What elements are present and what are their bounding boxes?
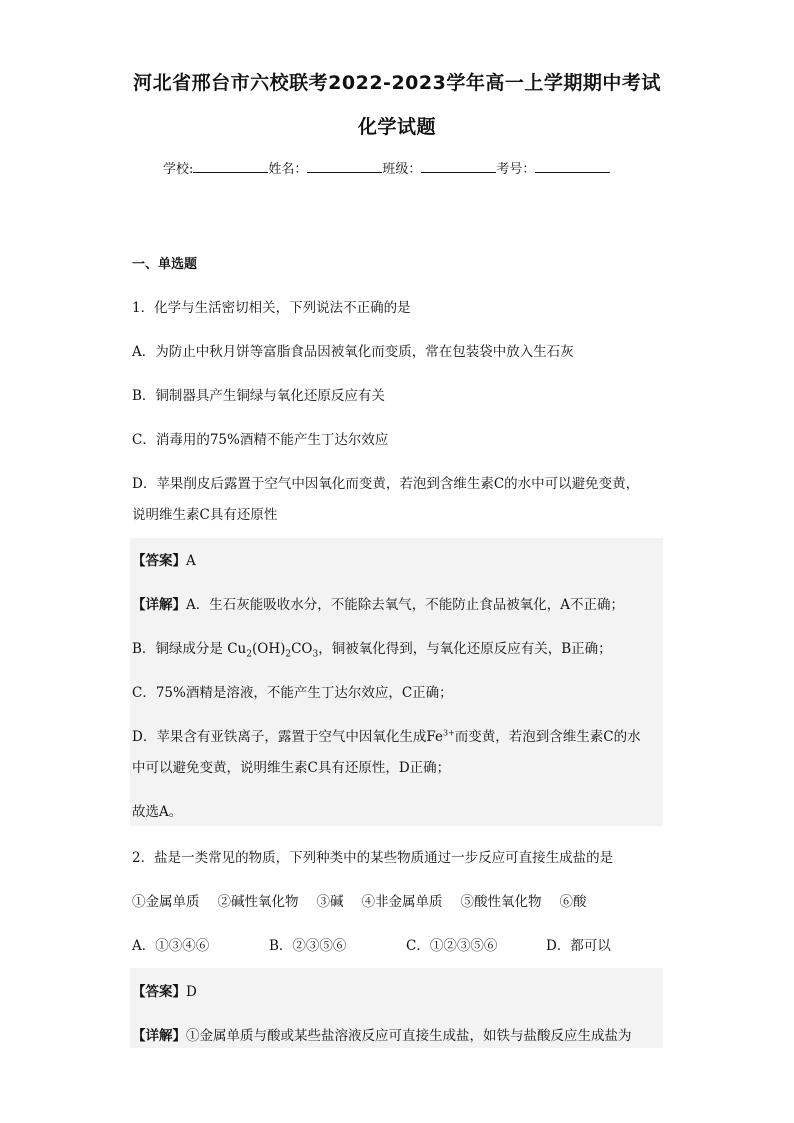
q2-stem: 2．盐是一类常见的物质，下列种类中的某些物质通过一步反应可直接生成盐的是 [132,850,614,866]
q1-answer-tag: 【答案】 [132,553,186,569]
id-blank [535,160,610,173]
q1-stem: 1．化学与生活密切相关，下列说法不正确的是 [132,300,411,316]
q1-detail-d-rest: 而变黄，若泡到含维生素C的水 [454,729,641,745]
student-info-line [163,158,610,177]
q2-item-6: ⑥酸 [559,894,587,910]
q1-answer [132,549,196,569]
q1-detail-a-text: A．生石灰能吸收水分，不能除去氧气，不能防止食品被氧化，A不正确； [186,597,624,613]
q1-option-b: B．铜制器具产生铜绿与氧化还原反应有关 [132,388,385,404]
q1-option-d-cont: 说明维生素C具有还原性 [132,507,278,523]
section-heading: 一、单选题 [132,257,198,272]
q2-items [132,890,587,910]
q2-option-d: D．都可以 [546,938,611,954]
q2-options [132,934,611,954]
exam-subtitle: 化学试题 [357,116,436,138]
q2-item-1: ①金属单质 [132,894,200,910]
q2-detail-tag: 【详解】 [132,1028,186,1044]
q2-answer-tag: 【答案】 [132,984,186,1000]
q1-answer-value: A [186,553,196,569]
q2-option-c: C．①②③⑤⑥ [406,938,498,954]
name-blank [307,160,382,173]
id-label: 考号： [496,162,536,177]
q2-option-b: B．②③⑤⑥ [269,938,347,954]
q2-detail [132,1024,632,1044]
q1-detail-d-text: D．苹果含有亚铁离子，露置于空气中因氧化生成 [132,729,427,745]
q1-detail-d-cont: 中可以避免变黄，说明维生素C具有还原性，D正确； [132,760,451,776]
q1-conclusion: 故选A。 [132,804,183,820]
q1-detail-b-text: B．铜绿成分是 [132,641,223,657]
q2-answer [132,980,197,1000]
class-blank [421,160,496,173]
formula-ferric-ion: $Fe^{3+}$ [426,728,455,745]
q1-option-d: D．苹果削皮后露置于空气中因氧化而变黄，若泡到含维生素C的水中可以避免变黄， [132,476,640,492]
q2-option-a: A．①③④⑥ [132,938,210,954]
q2-item-2: ②碱性氧化物 [217,894,299,910]
q1-detail-b [132,637,612,660]
q2-item-3: ③碱 [316,894,344,910]
q1-option-a: A．为防止中秋月饼等富脂食品因被氧化而变质，常在包装袋中放入生石灰 [132,344,574,360]
school-label: 学校: [163,162,194,177]
q1-detail-b-rest: ，铜被氧化得到，与氧化还原反应有关，B正确； [318,641,612,657]
q2-answer-value: D [186,984,197,1000]
q1-detail-c: C．75%酒精是溶液，不能产生丁达尔效应，C正确； [132,685,453,701]
class-label: 班级： [382,162,422,177]
q1-detail-tag: 【详解】 [132,597,186,613]
school-blank [193,160,268,173]
q2-detail-text: ①金属单质与酸或某些盐溶液反应可直接生成盐，如铁与盐酸反应生成盐为 [186,1028,632,1044]
q1-detail-d [132,725,641,745]
q2-item-5: ⑤酸性氧化物 [460,894,542,910]
formula-copper-carbonate: $Cu_2(OH)_2CO_3$ [227,641,319,660]
q1-detail-a [132,593,624,613]
name-label: 姓名： [268,162,308,177]
exam-title: 河北省邢台市六校联考2022-2023学年高一上学期期中考试 [133,72,661,94]
q1-option-c: C．消毒用的75%酒精不能产生丁达尔效应 [132,432,389,448]
q2-item-4: ④非金属单质 [361,894,443,910]
